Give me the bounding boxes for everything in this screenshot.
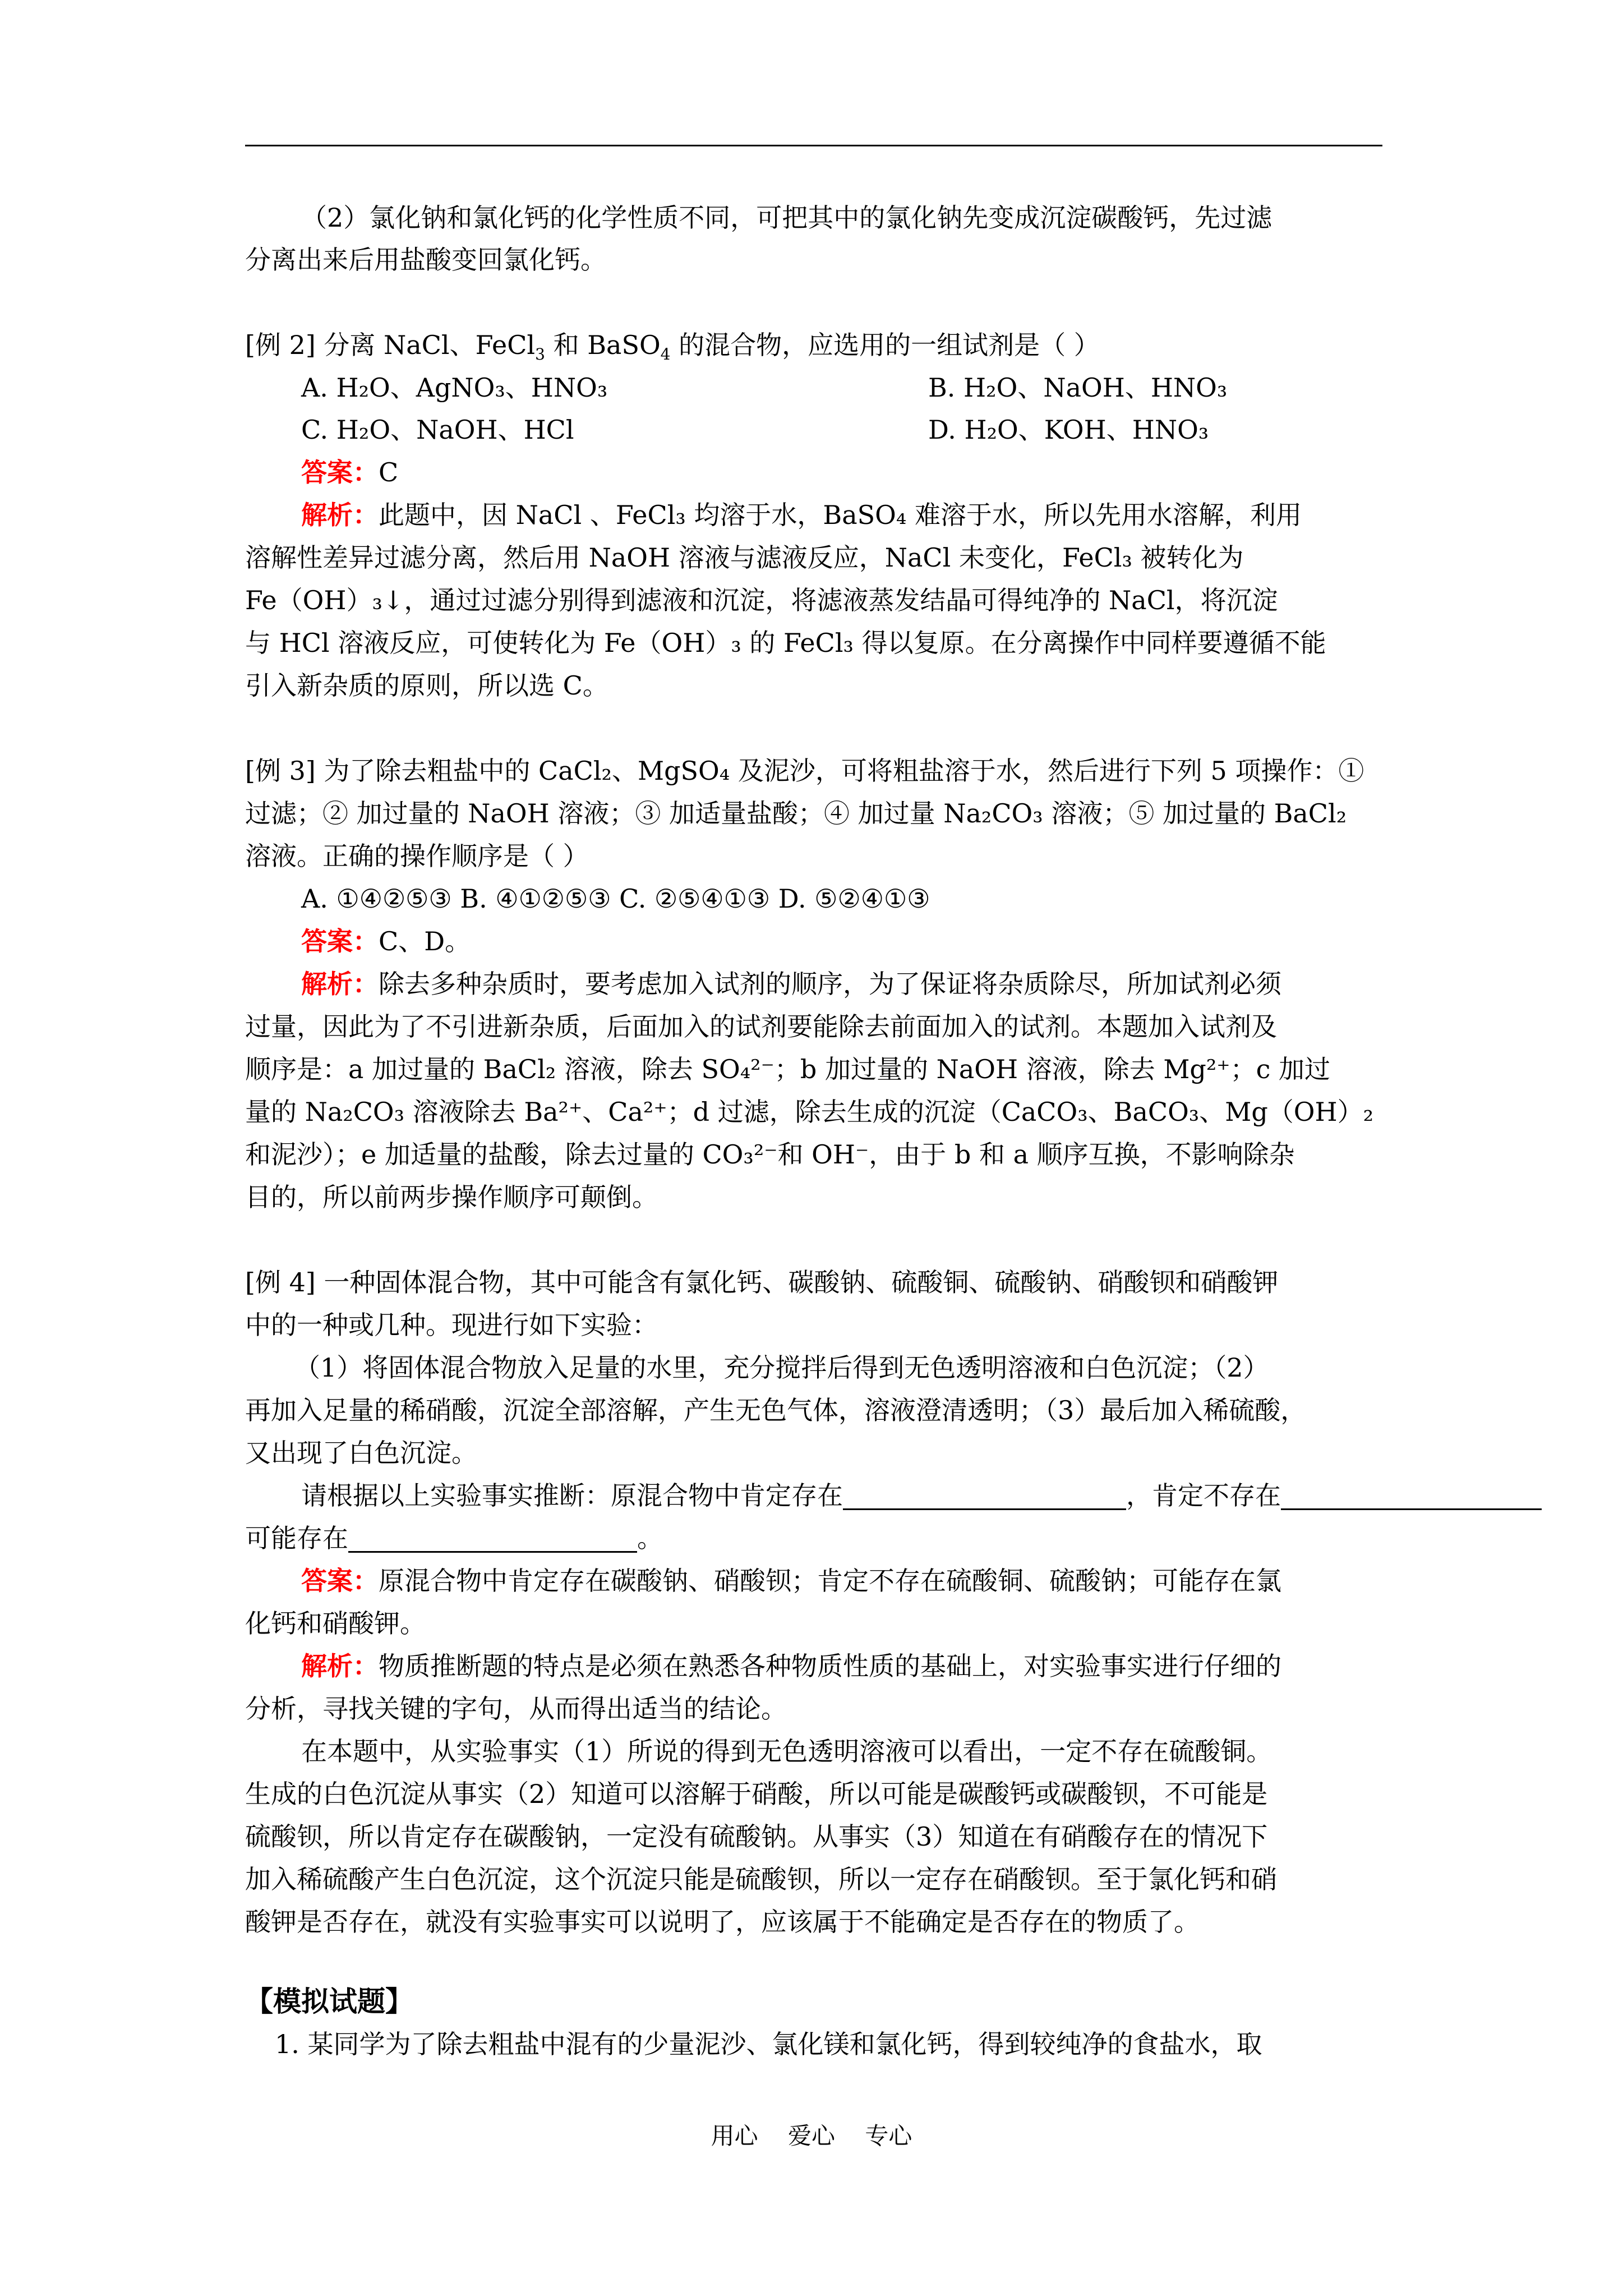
example-3-analysis-line: 量的 Na₂CO₃ 溶液除去 Ba²⁺、Ca²⁺；d 过滤，除去生成的沉淀（CaCO₃、BaCO₃、Mg（OH）₂ xyxy=(245,1097,1374,1127)
example-2-option-a: A. H₂O、AgNO₃、HNO₃ xyxy=(301,372,608,403)
answer-blank-possible[interactable] xyxy=(348,1526,637,1553)
simulation-question-1: 1. 某同学为了除去粗盐中混有的少量泥沙、氯化镁和氯化钙，得到较纯净的食盐水，取 xyxy=(275,2029,1262,2059)
example-2-analysis-line: 引入新杂质的原则，所以选 C。 xyxy=(245,670,608,701)
example-2-question: [例 2] 分离 NaCl、FeCl$_3$ 和 BaSO$_4$ 的混合物，应选用的一组试剂是（ ） xyxy=(245,330,1100,364)
example-4-analysis-line: 解析：物质推断题的特点是必须在熟悉各种物质性质的基础上，对实验事实进行仔细的 xyxy=(301,1651,1281,1681)
example-4-answer: 化钙和硝酸钾。 xyxy=(245,1608,426,1639)
example-4-question-line: [例 4] 一种固体混合物，其中可能含有氯化钙、碳酸钠、硫酸铜、硫酸钠、硝酸钡和硝酸钾 xyxy=(245,1267,1279,1297)
example-3-analysis-line: 过量，因此为了不引进新杂质，后面加入的试剂要能除去前面加入的试剂。本题加入试剂及 xyxy=(245,1011,1277,1042)
answer-blank-absent[interactable] xyxy=(1281,1484,1542,1510)
example-3-options: A. ①④②⑤③ B. ④①②⑤③ C. ②⑤④①③ D. ⑤②④①③ xyxy=(301,884,930,914)
example-3-question-line: 过滤；② 加过量的 NaOH 溶液；③ 加适量盐酸；④ 加过量 Na₂CO₃ 溶液；⑤ 加过量的 BaCl₂ xyxy=(245,798,1347,829)
example-2-answer: 答案：C xyxy=(301,457,399,487)
example-3-analysis-line: 和泥沙）；e 加适量的盐酸，除去过量的 CO₃²⁻和 OH⁻，由于 b 和 a 顺序互换，不影响除杂 xyxy=(245,1139,1295,1170)
example-4-analysis-line: 酸钾是否存在，就没有实验事实可以说明了，应该属于不能确定是否存在的物质了。 xyxy=(245,1907,1200,1937)
example-4-question-line: （1）将固体混合物放入足量的水里，充分搅拌后得到无色透明溶液和白色沉淀；（2） xyxy=(294,1352,1269,1383)
example-3-question-line: [例 3] 为了除去粗盐中的 CaCl₂、MgSO₄ 及泥沙，可将粗盐溶于水，然后进行下列 5 项操作：① xyxy=(245,756,1364,786)
example-2-analysis-line: Fe（OH）₃↓，通过过滤分别得到滤液和沉淀，将滤液蒸发结晶可得纯净的 NaCl，将沉淀 xyxy=(245,585,1278,615)
intro-paragraph-line: （2）氯化钠和氯化钙的化学性质不同，可把其中的氯化钠先变成沉淀碳酸钙，先过滤 xyxy=(301,203,1272,233)
example-2-analysis-line: 溶解性差异过滤分离，然后用 NaOH 溶液与滤液反应，NaCl 未变化，FeCl₃ 被转化为 xyxy=(245,542,1244,573)
example-4-fill-line: 请根据以上实验事实推断：原混合物中肯定存在 ，肯定不存在 xyxy=(301,1479,1542,1512)
section-title: 【模拟试题】 xyxy=(245,1985,413,2018)
example-2-option-c: C. H₂O、NaOH、HCl xyxy=(301,415,574,445)
intro-paragraph-line: 分离出来后用盐酸变回氯化钙。 xyxy=(245,245,606,275)
example-4-answer: 答案：原混合物中肯定存在碳酸钠、硝酸钡；肯定不存在硫酸铜、硫酸钠；可能存在氯 xyxy=(301,1566,1281,1596)
example-2-analysis-line: 解析：此题中，因 NaCl 、FeCl₃ 均溶于水，BaSO₄ 难溶于水，所以先用水溶解，利用 xyxy=(301,500,1302,530)
example-4-analysis-line: 生成的白色沉淀从事实（2）知道可以溶解于硝酸，所以可能是碳酸钙或碳酸钡，不可能是 xyxy=(245,1779,1268,1809)
example-2-option-d: D. H₂O、KOH、HNO₃ xyxy=(928,415,1209,445)
example-4-fill-line: 可能存在 。 xyxy=(245,1523,663,1553)
example-3-question-line: 溶液。正确的操作顺序是（ ） xyxy=(245,841,589,871)
example-3-analysis-line: 解析：除去多种杂质时，要考虑加入试剂的顺序，为了保证将杂质除尽，所加试剂必须 xyxy=(301,969,1281,999)
example-4-analysis-line: 分析，寻找关键的字句，从而得出适当的结论。 xyxy=(245,1694,787,1724)
header-rule xyxy=(245,145,1382,146)
example-4-question-line: 又出现了白色沉淀。 xyxy=(245,1438,477,1468)
example-2-analysis-line: 与 HCl 溶液反应，可使转化为 Fe（OH）₃ 的 FeCl₃ 得以复原。在分离操作中同样要遵循不能 xyxy=(245,628,1326,658)
example-3-analysis-line: 顺序是：a 加过量的 BaCl₂ 溶液，除去 SO₄²⁻；b 加过量的 NaOH 溶液，除去 Mg²⁺；c 加过 xyxy=(245,1054,1330,1084)
example-4-question-line: 中的一种或几种。现进行如下实验： xyxy=(245,1310,658,1340)
example-3-answer: 答案：C、D。 xyxy=(301,926,471,956)
answer-blank-present[interactable] xyxy=(843,1484,1126,1510)
page-footer: 用心 爱心 专心 xyxy=(711,2122,912,2150)
example-4-analysis-line: 硫酸钡，所以肯定存在碳酸钠，一定没有硫酸钠。从事实（3）知道在有硝酸存在的情况下 xyxy=(245,1821,1268,1852)
example-4-question-line: 再加入足量的稀硝酸，沉淀全部溶解，产生无色气体，溶液澄清透明；（3）最后加入稀硫酸， xyxy=(245,1395,1307,1425)
example-4-analysis-line: 在本题中，从实验事实（1）所说的得到无色透明溶液可以看出，一定不存在硫酸铜。 xyxy=(301,1736,1272,1766)
example-2-option-b: B. H₂O、NaOH、HNO₃ xyxy=(928,372,1228,403)
example-3-analysis-line: 目的，所以前两步操作顺序可颠倒。 xyxy=(245,1182,658,1212)
example-4-analysis-line: 加入稀硫酸产生白色沉淀，这个沉淀只能是硫酸钡，所以一定存在硝酸钡。至于氯化钙和硝 xyxy=(245,1864,1277,1894)
